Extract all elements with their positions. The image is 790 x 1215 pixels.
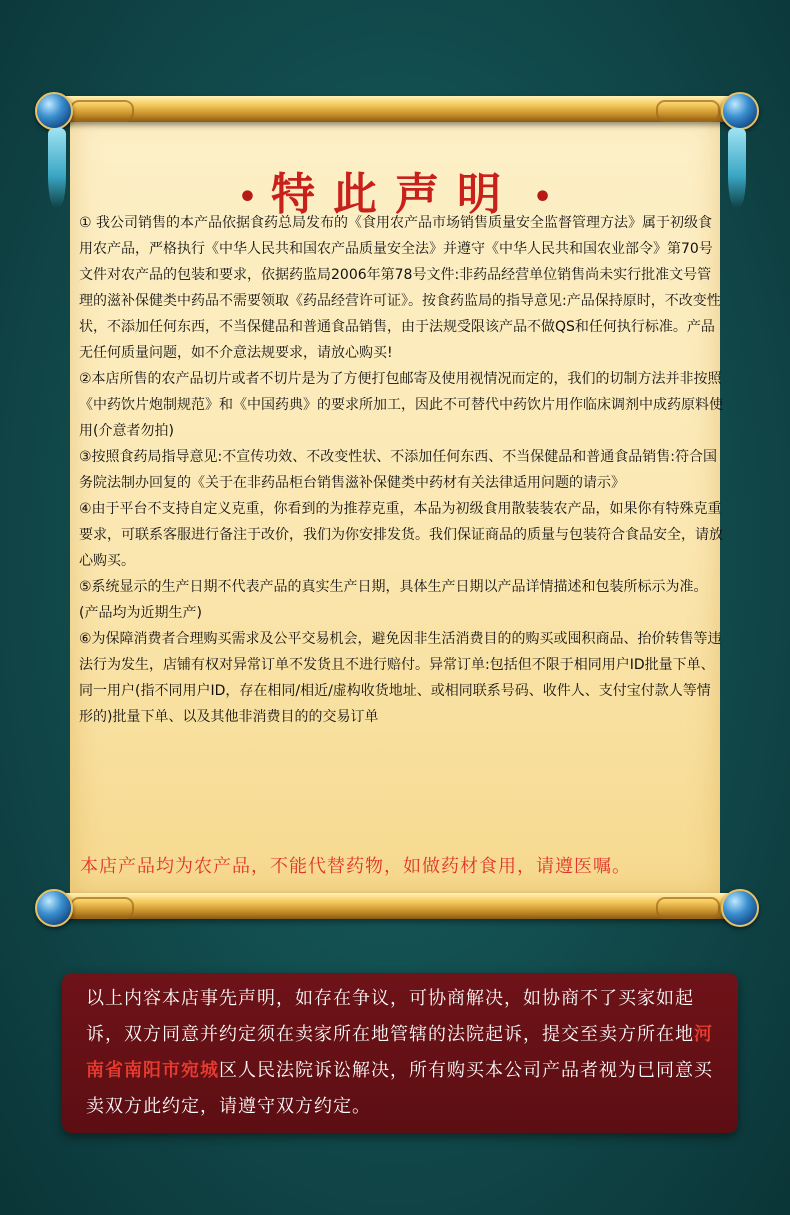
rod-ornament-right <box>656 100 720 122</box>
legal-text-part1: 以上内容本店事先声明，如存在争议，可协商解决，如协商不了买家如起诉，双方同意并约定须在卖家所在地管辖的法院起诉，提交至卖方所在地 <box>86 988 694 1045</box>
scroll-knob-bottom-right <box>721 889 759 927</box>
notice-item-3: ③按照食药局指导意见:不宣传功效、不改变性状、不添加任何东西、不当保健品和普通食品销售:符合国务院法制办回复的《关于在非药品柜台销售滋补保健类中药材有关法律适用问题的请示》 <box>79 449 717 491</box>
title-dot-left: • <box>237 179 257 215</box>
notice-item-6: ⑥为保障消费者合理购买需求及公平交易机会，避免因非生活消费目的的购买或囤积商品、抬价转售等违法行为发生，店铺有权对异常订单不发货且不进行赔付。异常订单:包括但不限于相同用户ID批量下单、同一用户(指不同用户ID，存在相同/相近/虚构收货地址、或相同联系号码、收件人、支付宝付款人等情形的)批量下单、以及其他非消费目的的交易订单 <box>79 631 722 725</box>
legal-notice-text <box>86 981 726 1125</box>
scroll-knob-bottom-left <box>35 889 73 927</box>
scroll-knob-top-left <box>35 92 73 130</box>
warning-line: 本店产品均为农产品，不能代替药物，如做药材食用，请遵医嘱。 <box>80 856 631 877</box>
legal-notice-box <box>62 973 738 1133</box>
rod-ornament-left <box>70 100 134 122</box>
scroll-top-rod <box>40 96 750 122</box>
notice-item-1: ① 我公司销售的本产品依据食药总局发布的《食用农产品市场销售质量安全监督管理方法》属于初级食用农产品，严格执行《中华人民共和国农产品质量安全法》并遵守《中华人民共和国农业部令》第70号文件对农产品的包装和要求，依据药监局2006年第78号文件:非药品经营单位销售尚未实行批准文号管理的滋补保健类中药品不需要领取《药品经营许可证》。按食药监局的指导意见:产品保持原时，不改变性状，不添加任何东西，不当保健品和普通食品销售，由于法规受限该产品不做QS和任何执行标准。产品无任何质量问题，如不介意法规要求，请放心购买! <box>79 215 721 361</box>
scroll-knob-top-right <box>721 92 759 130</box>
legal-location: 河南省南阳市宛城 <box>86 1024 713 1081</box>
notice-item-4: ④由于平台不支持自定义克重，你看到的为推荐克重，本品为初级食用散装装农产品，如果你有特殊克重要求，可联系客服进行备注于改价，我们为你安排发货。我们保证商品的质量与包装符合食品安全，请放心购买。 <box>79 501 723 569</box>
notice-item-2: ②本店所售的农产品切片或者不切片是为了方便打包邮寄及使用视情况而定的，我们的切制方法并非按照《中药饮片炮制规范》和《中国药典》的要求所加工，因此不可替代中药饮片用作临床调剂中成药原料使用(介意者勿拍) <box>79 371 723 439</box>
scroll-bottom-rod <box>40 893 750 919</box>
rod-ornament-right <box>656 897 720 919</box>
notice-item-5: ⑤系统显示的生产日期不代表产品的真实生产日期，具体生产日期以产品详情描述和包装所标示为准。(产品均为近期生产) <box>79 579 708 621</box>
legal-text-part2: 区人民法院诉讼解决，所有购买本公司产品者视为已同意买卖双方此约定，请遵守双方约定。 <box>86 1060 713 1117</box>
title-dot-right: • <box>533 179 553 215</box>
title-text: 特此声明 <box>271 169 519 220</box>
rod-ornament-left <box>70 897 134 919</box>
notice-body <box>79 210 724 730</box>
